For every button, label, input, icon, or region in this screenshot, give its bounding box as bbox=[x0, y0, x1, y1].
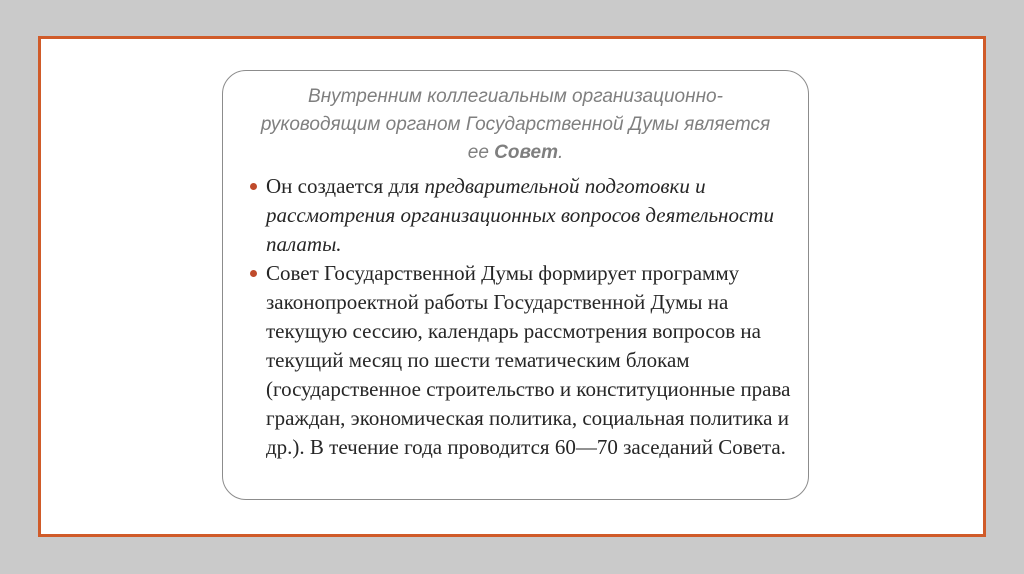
presentation-slide bbox=[38, 36, 986, 537]
box-title-keyword: Совет bbox=[494, 142, 558, 163]
list-item bbox=[250, 259, 792, 462]
list-item bbox=[250, 172, 792, 259]
box-title-line-1: Внутренним коллегиальным организационно- bbox=[308, 86, 723, 107]
box-title-line-2: руководящим органом Государственной Думы является bbox=[260, 114, 771, 135]
box-title-line3-prefix: ее bbox=[467, 142, 495, 163]
bullet1-italic-text: предварительной подготовки и рассмотрения организационных вопросов деятельности палаты. bbox=[266, 174, 774, 256]
bullet1-lead-text: Он создается для bbox=[266, 174, 425, 198]
box-title-line-3 bbox=[247, 139, 784, 167]
content-box bbox=[222, 70, 809, 500]
bullet2-text: Совет Государственной Думы формирует программу законопроектной работы Государственной Думы на текущую сессию, календарь рассмотрения вопросов на текущий месяц по шести тематическим блокам (государственное строительство и конституционные права граждан, экономическая политика, социальная политика и др.). В течение года проводится 60—70 заседаний Совета. bbox=[266, 261, 791, 459]
box-title-line3-suffix: . bbox=[557, 142, 564, 163]
bullet-list bbox=[223, 172, 808, 462]
box-title bbox=[223, 71, 808, 167]
